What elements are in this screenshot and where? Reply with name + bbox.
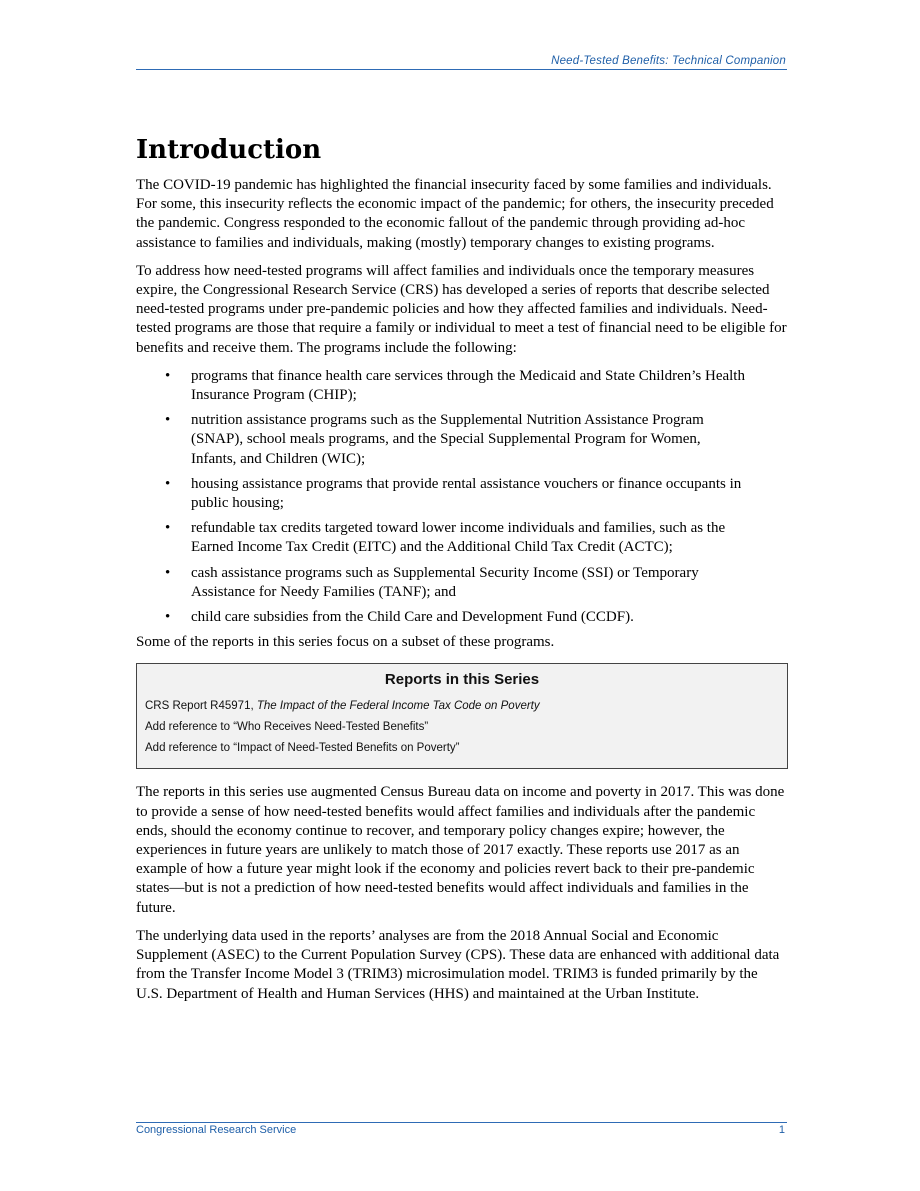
closing-paragraph-2: The underlying data used in the reports’ analyses are from the 2018 Annual Social and Economic Supplement (ASEC) to the Current Population Survey (CPS). These data are enhanced with additional data from the Transfer Income Model 3 (TRIM3) microsimulation model. TRIM3 is funded primarily by the U.S. Department of Health and Human Services (HHS) and maintained at the Urban Institute.: [136, 927, 780, 1002]
box-line-reference-2: Add reference to “Impact of Need-Tested Benefits on Poverty”: [145, 742, 460, 755]
running-header-title: Need-Tested Benefits: Technical Companion: [551, 55, 786, 67]
bullet-icon: •: [165, 564, 171, 581]
box-line-report: [145, 696, 779, 717]
page-number: 1: [778, 1124, 785, 1136]
list-item-text: cash assistance programs such as Supplemental Security Income (SSI) or Temporary Assistance for Needy Families (TANF); and: [191, 564, 699, 600]
bullet-icon: •: [165, 475, 171, 492]
bullet-icon: •: [165, 609, 171, 626]
list-item: [136, 475, 788, 513]
program-list: [136, 367, 788, 627]
reports-in-series-box: [136, 663, 788, 769]
list-item-text: programs that finance health care services through the Medicaid and State Children’s Health Insurance Program (CHIP);: [191, 367, 745, 404]
box-title: Reports in this Series: [384, 671, 540, 689]
list-item-text: child care subsidies from the Child Care and Development Fund (CCDF).: [191, 609, 634, 626]
report-number: CRS Report R45971,: [145, 700, 257, 713]
after-list-paragraph: Some of the reports in this series focus on a subset of these programs.: [136, 634, 555, 651]
bullet-icon: •: [165, 412, 171, 429]
bullet-icon: •: [165, 520, 171, 537]
list-item: [136, 519, 788, 557]
header-divider: [136, 69, 787, 70]
list-item-text: housing assistance programs that provide rental assistance vouchers or finance occupants in public housing;: [191, 475, 742, 512]
list-item: [136, 367, 788, 405]
closing-paragraph-1: The reports in this series use augmented Census Bureau data on income and poverty in 2017. This was done to provide a sense of how need-tested benefits would affect families and individuals after the pandemic ends, should the economy continue to recover, and temporary policy changes expire; however, the experiences in future years are unlikely to match those of 2017 exactly. These reports use 2017 as an example of how a future year might look if the economy and policies revert back to their pre-pandemic states—but is not a prediction of how need-tested benefits would affect individuals and families in the future.: [136, 784, 785, 916]
intro-paragraph-2: To address how need-tested programs will affect families and individuals once the temporary measures expire, the Congressional Research Service (CRS) has developed a series of reports that describe selected need-tested programs under pre-pandemic policies and how they affected families and individuals. Need-tested programs are those that require a family or individual to meet a test of financial need to be eligible for benefits and receive them. The programs include the following:: [136, 262, 787, 356]
box-line-reference-1: Add reference to “Who Receives Need-Tested Benefits”: [145, 721, 429, 734]
list-item-text: nutrition assistance programs such as the Supplemental Nutrition Assistance Program (SNAP), school meals programs, and the Special Supplemental Program for Women, Infants, and Children (WIC);: [191, 412, 704, 467]
bullet-icon: •: [165, 367, 171, 384]
footer-organization: Congressional Research Service: [136, 1124, 297, 1136]
list-item-text: refundable tax credits targeted toward lower income individuals and families, such as the Earned Income Tax Credit (EITC) and the Additional Child Tax Credit (ACTC);: [191, 520, 726, 556]
report-title: The Impact of the Federal Income Tax Code on Poverty: [256, 700, 540, 713]
list-item: [136, 608, 788, 627]
intro-paragraph-1: The COVID-19 pandemic has highlighted the financial insecurity faced by some families and individuals. For some, this insecurity reflects the economic impact of the pandemic; for others, the insecurity preceded the pandemic. Congress responded to the economic fallout of the pandemic through providing ad-hoc assistance to families and individuals, making (mostly) temporary changes to existing programs.: [136, 177, 774, 251]
footer-divider: [136, 1122, 787, 1123]
list-item: [136, 564, 788, 602]
list-item: [136, 411, 788, 469]
page-body: [136, 128, 788, 1013]
section-heading: Introduction: [136, 135, 322, 165]
